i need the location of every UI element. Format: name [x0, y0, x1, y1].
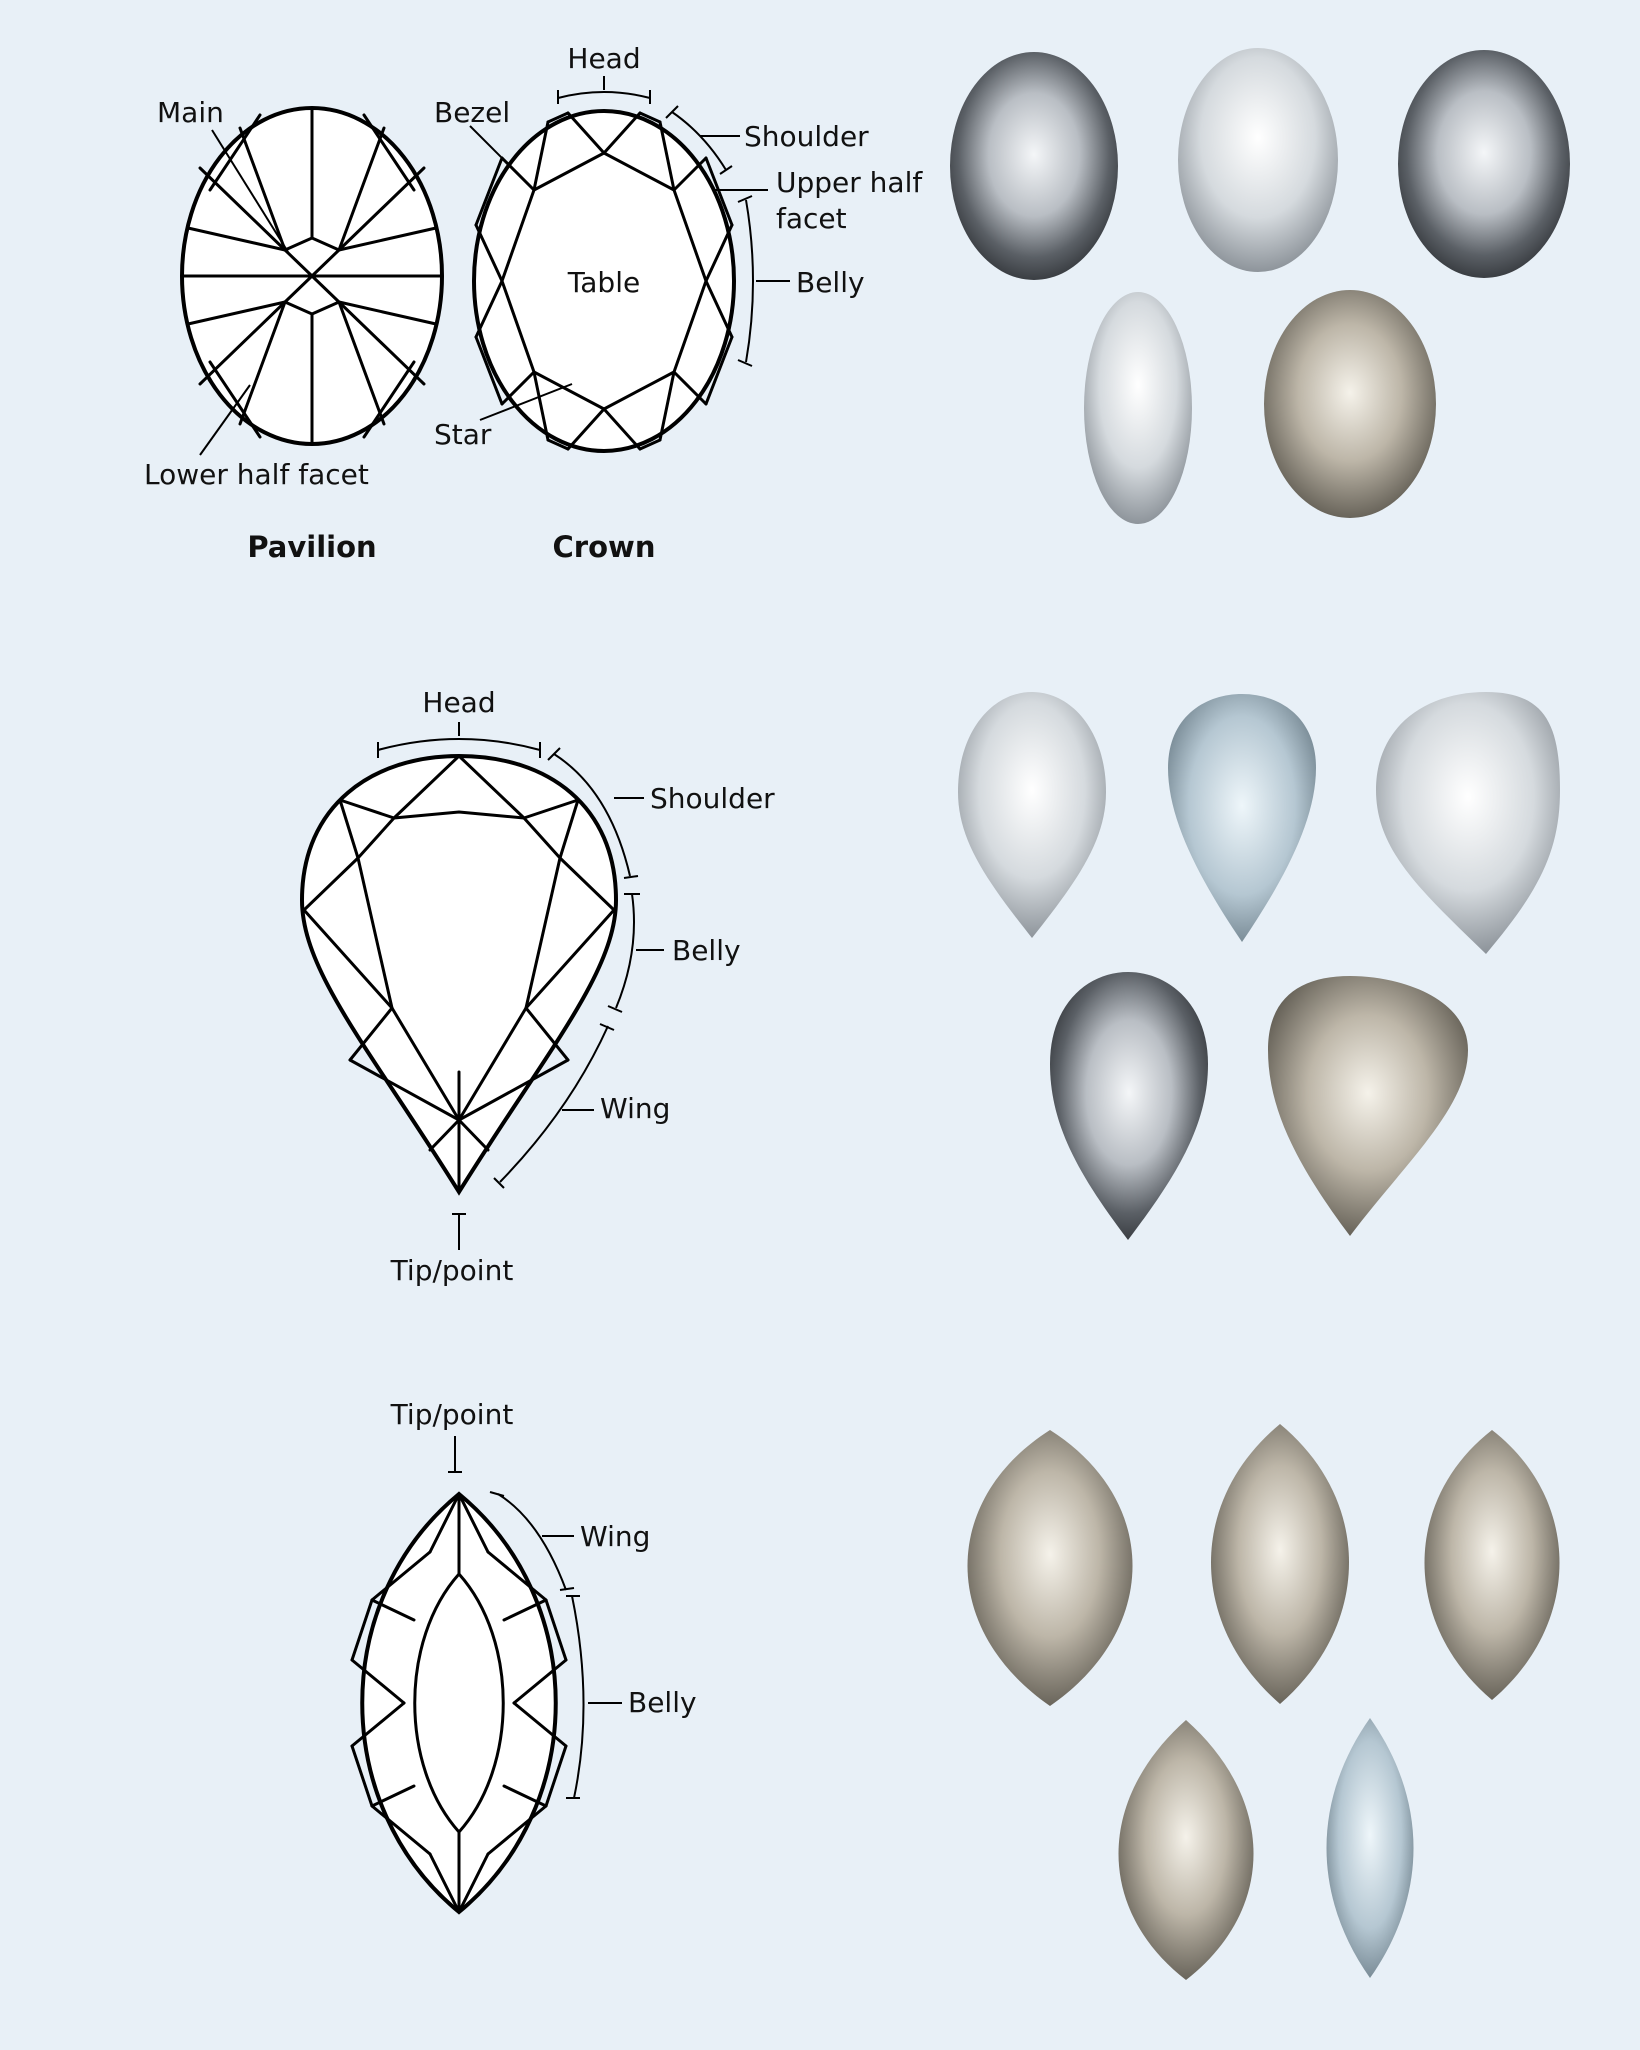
crown-belly-bracket — [746, 200, 753, 362]
pear-diamond-photo — [1268, 976, 1468, 1236]
oval-crown-diagram — [434, 42, 923, 564]
marquise-diamond-photo — [1119, 1720, 1254, 1980]
label-main: Main — [157, 96, 224, 129]
pear-diagram — [302, 686, 775, 1287]
pear-photos — [958, 692, 1560, 1240]
oval-photos — [950, 48, 1570, 524]
marquise-diamond-photo — [1211, 1424, 1349, 1704]
crown-label-table: Table — [567, 266, 641, 299]
pear-diamond-photo — [958, 692, 1106, 938]
pavilion-title: Pavilion — [247, 530, 377, 564]
pear-label-tip: Tip/point — [390, 1254, 514, 1287]
pear-label-head: Head — [422, 686, 496, 719]
pear-diamond-photo — [1376, 692, 1560, 954]
crown-label-upper-half-1: Upper half — [776, 166, 923, 199]
pear-diamond-photo — [1050, 972, 1208, 1240]
marquise-photos — [968, 1424, 1560, 1980]
crown-label-bezel: Bezel — [434, 96, 511, 129]
crown-label-upper-half-2: facet — [776, 202, 847, 235]
marquise-diamond-photo — [968, 1430, 1133, 1706]
marquise-label-tip: Tip/point — [390, 1398, 514, 1431]
marquise-diamond-photo — [1327, 1718, 1414, 1978]
oval-diamond-photo — [1264, 290, 1436, 518]
pear-label-shoulder: Shoulder — [650, 782, 775, 815]
pear-label-wing: Wing — [600, 1092, 671, 1125]
marquise-label-wing: Wing — [580, 1520, 651, 1553]
marquise-diamond-photo — [1425, 1430, 1560, 1700]
pear-belly-bracket — [616, 894, 634, 1008]
marquise-label-belly: Belly — [628, 1686, 697, 1719]
marquise-diagram — [352, 1398, 697, 1912]
pear-diamond-photo — [1168, 694, 1316, 942]
crown-label-belly: Belly — [796, 266, 865, 299]
head-bracket — [558, 92, 650, 98]
oval-pavilion-diagram — [144, 96, 442, 564]
crown-label-star: Star — [434, 418, 492, 451]
pear-label-belly: Belly — [672, 934, 741, 967]
marquise-belly-bracket — [572, 1596, 584, 1798]
crown-title: Crown — [552, 530, 656, 564]
oval-diamond-photo — [1398, 50, 1570, 278]
crown-label-shoulder: Shoulder — [744, 120, 869, 153]
crown-label-head: Head — [567, 42, 641, 75]
oval-diamond-photo — [1084, 292, 1192, 524]
oval-diamond-photo — [950, 52, 1118, 280]
label-lower-half-facet: Lower half facet — [144, 458, 369, 491]
oval-diamond-photo — [1178, 48, 1338, 272]
pear-head-bracket — [378, 739, 540, 750]
